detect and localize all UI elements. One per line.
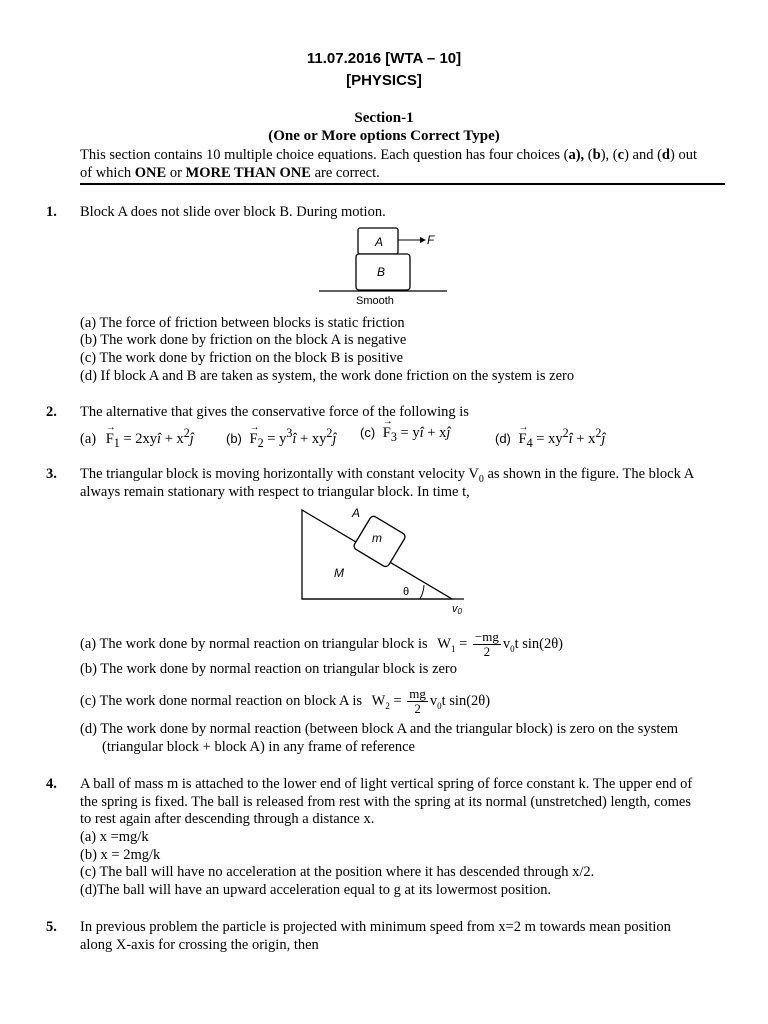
q3-option-d: (d) The work done by normal reaction (between block A and the triangular block) is zero on the system	[80, 721, 679, 737]
q3-option-d-line2: (triangular block + block A) in any frame of reference	[102, 739, 415, 755]
question-text-1: Block A does not slide over block B. During motion.	[80, 204, 386, 220]
label-a: A	[352, 506, 361, 520]
q3-option-a: (a) The work done by normal reaction on triangular block is $W_1$ = $\frac{-mg}{2}$ $v_0t$ sin(2θ)	[80, 629, 564, 659]
label-theta: θ	[403, 586, 410, 598]
figure-inclined-block	[292, 502, 472, 618]
q1-option-d: (d) If block A and B are taken as system, the work done friction on the system is zero	[80, 368, 575, 384]
section-intro-line2: of which ONE or MORE THAN ONE are correct.	[80, 165, 380, 181]
block-b-label: B	[377, 265, 386, 279]
q2-option-a: $(a) \to F_1$ = 2xyî + $x^2ĵ$	[80, 424, 194, 452]
q3-option-c: (c) The work done normal reaction on block A is $W_2$ = $\frac{mg}{2}$ $v_0t$ sin(2θ)	[80, 686, 491, 716]
question-text-4-line2: the spring is fixed. The ball is released from rest with the spring at its normal (unstretched) length, comes	[80, 794, 691, 810]
figure-stacked-blocks	[315, 224, 455, 310]
question-text-3: The triangular block is moving horizontally with constant velocity $V_0$ as shown in the figure. The block A	[80, 466, 695, 485]
q2-option-d-formula: → $F_4$ = $xy^2î$ + $x^2ĵ$	[519, 431, 606, 447]
q2-option-b: $(b) \to F_2$ = $y^3î$ + $xy^2ĵ$	[226, 424, 336, 452]
question-text-4-line3: to rest again after descending through a distance x.	[80, 811, 375, 827]
exam-date-title: 11.07.2016 [WTA – 10]	[306, 50, 462, 67]
label-small-m: m	[372, 531, 382, 545]
subject-title: [PHYSICS]	[346, 72, 422, 89]
question-text-2: The alternative that gives the conservative force of the following is	[80, 404, 469, 420]
q3-option-a-equation: $W_1$ = $\frac{-mg}{2}$ $v_0t$ sin(2θ)	[437, 629, 564, 659]
q4-option-a: (a) x =mg/k	[80, 829, 149, 845]
smooth-label: Smooth	[356, 295, 394, 307]
q4-option-d: (d)The ball will have an upward acceleration equal to g at its lowermost position.	[80, 882, 552, 898]
question-number-1: 1.	[46, 204, 57, 220]
q1-option-b: (b) The work done by friction on the block A is negative	[80, 332, 407, 348]
q1-option-a: (a) The force of friction between blocks is static friction	[80, 315, 405, 331]
q4-option-c: (c) The ball will have no acceleration at the position where it has descended through x/2.	[80, 864, 595, 880]
question-text-4-line1: A ball of mass m is attached to the lower end of light vertical spring of force constant k. The upper end of	[80, 776, 693, 792]
q2-option-b-formula: → $F_2$ = $y^3î$ + $xy^2ĵ$	[250, 431, 337, 447]
q2-option-c: $(c) \to F_3$ = yî + xĵ	[360, 424, 450, 446]
question-number-5: 5.	[46, 919, 57, 935]
q2-option-a-formula: → $F_1$ = 2xyî + $x^2ĵ$	[106, 431, 194, 447]
q3-option-c-equation: $W_2$ = $\frac{mg}{2}$ $v_0t$ sin(2θ)	[371, 686, 491, 716]
q3-option-b: (b) The work done by normal reaction on triangular block is zero	[80, 661, 458, 677]
block-a-label: A	[375, 235, 384, 249]
label-big-m: M	[334, 566, 344, 580]
question-number-4: 4.	[46, 776, 57, 792]
force-arrowhead	[420, 237, 426, 243]
q4-option-b: (b) x = 2mg/k	[80, 847, 161, 863]
question-number-3: 3.	[46, 466, 57, 482]
q2-option-c-formula: → $F_3$ = yî + xĵ	[383, 425, 451, 441]
question-number-2: 2.	[46, 404, 57, 420]
label-v0: v0	[452, 603, 462, 616]
force-label: F	[427, 233, 435, 247]
section-title: Section-1	[354, 110, 414, 126]
question-text-5-line2: along X-axis for crossing the origin, then	[80, 937, 319, 953]
q1-option-c: (c) The work done by friction on the block B is positive	[80, 350, 404, 366]
section-subtitle: (One or More options Correct Type)	[268, 128, 500, 144]
question-text-3-line2: always remain stationary with respect to triangular block. In time t,	[80, 484, 470, 500]
section-divider	[80, 183, 725, 185]
question-text-5-line1: In previous problem the particle is projected with minimum speed from x=2 m towards mean position	[80, 919, 671, 935]
q2-option-d: $(d) \to F_4$ = $xy^2î$ + $x^2ĵ$	[495, 424, 605, 452]
section-intro: This section contains 10 multiple choice equations. Each question has four choices (a), (b), (c) and (d) out	[80, 147, 697, 163]
